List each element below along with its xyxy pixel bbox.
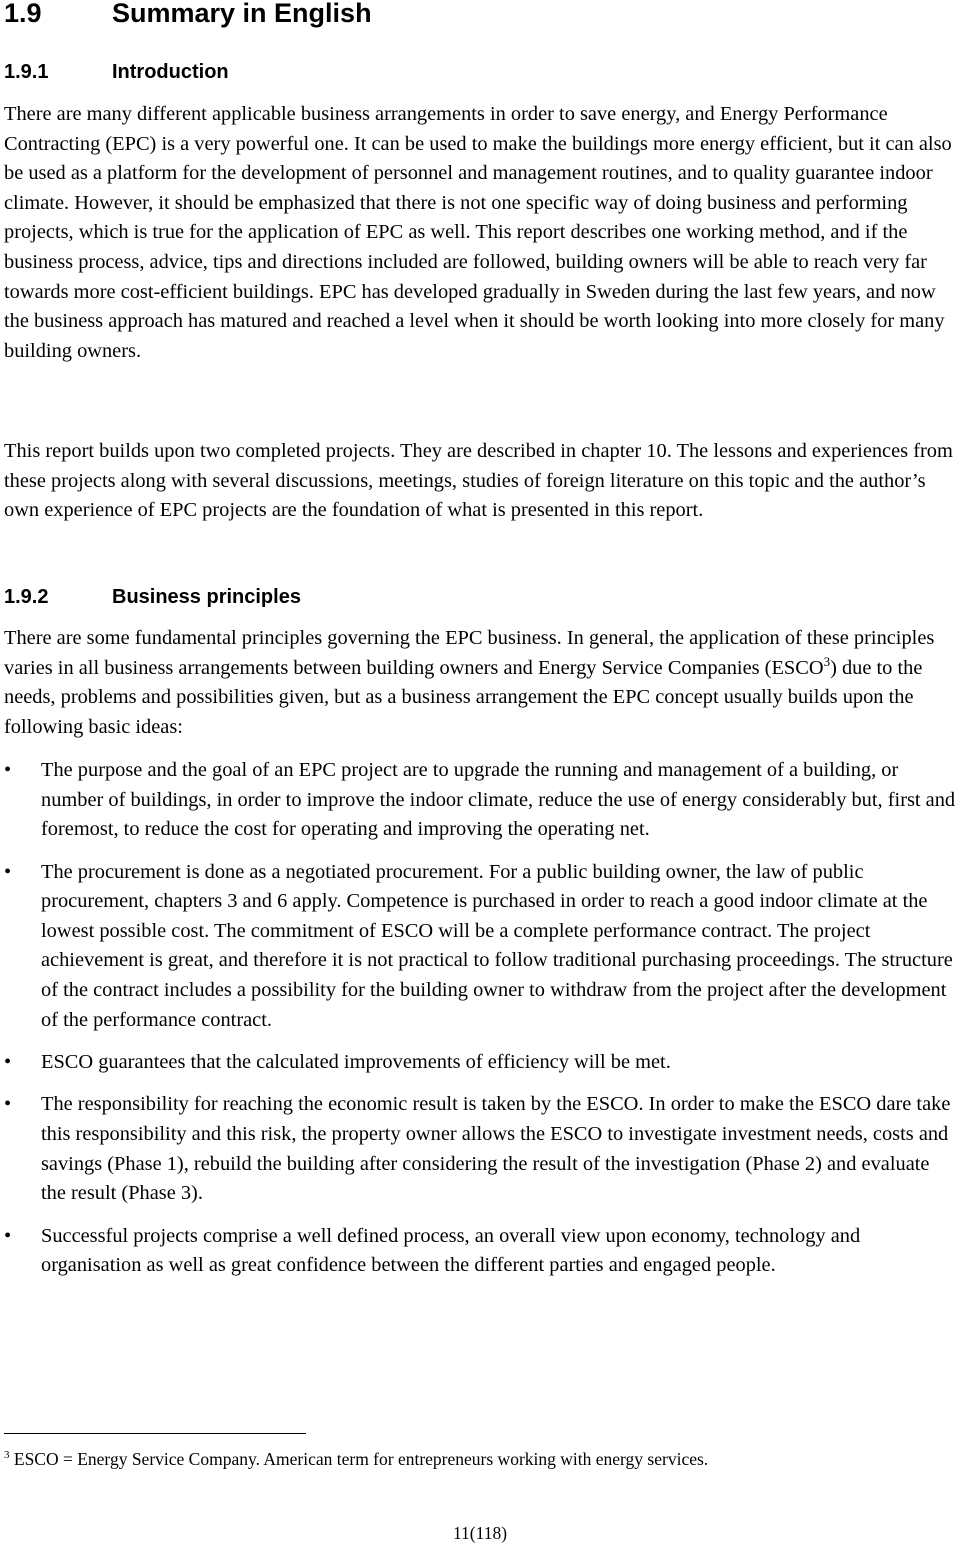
chapter-heading-title: Summary in English [112,0,372,28]
bullet-icon: • [4,1050,12,1073]
principles-intro-text: There are some fundamental principles governing the EPC business. In general, the application of these principles varies in all business arrangements between building owners and Energy Service Companies (ESCO [4,627,935,679]
page-number: 11(118) [452,1523,508,1543]
bullet-icon: • [4,1093,12,1116]
list-item-text: The procurement is done as a negotiated procurement. For a public building owner, the law of public procurement, chapters 3 and 6 apply. Competence is purchased in order to reach a good indoor climate at the lowest possible cost. The commitment of ESCO will be a complete performance contract. The project achievement is great, and therefore it is not practical to follow traditional purchasing proceedings. The structure of the contract includes a possibility for the building owner to withdraw from the project after the development of the performance contract. [41,860,953,1031]
footnote-reference[interactable]: 3 [823,653,831,669]
list-item-text: ESCO guarantees that the calculated improvements of efficiency will be met. [41,1050,671,1073]
footnote-text: ESCO = Energy Service Company. American term for entrepreneurs working with energy services. [9,1449,709,1469]
list-item [4,1048,958,1078]
list-item [4,858,958,1036]
chapter-heading-number: 1.9 [4,0,42,28]
chapter-heading [4,0,372,29]
footnote-divider [4,1433,306,1434]
principles-bullet-list [4,756,958,1293]
section-number: 1.9.2 [4,586,49,608]
list-item-text: The responsibility for reaching the economic result is taken by the ESCO. In order to make the ESCO dare take this responsibility and this risk, the property owner allows the ESCO to investigate investment needs, costs and savings (Phase 1), rebuild the building after considering the result of the investigation (Phase 2) and evaluate the result (Phase 3). [41,1093,951,1205]
section-heading-business-principles [4,585,301,609]
section-title: Introduction [112,61,229,83]
section-heading-introduction [4,60,229,84]
section-number: 1.9.1 [4,61,49,83]
principles-intro-paragraph [4,624,958,742]
intro-paragraph-1: There are many different applicable business arrangements in order to save energy, and Energy Performance Contracting (EPC) is a very powerful one. It can be used to make the buildings more energy efficient, but it can also be used as a platform for the development of personnel and management routines, and to quality guarantee indoor climate. However, it should be emphasized that there is not one specific way of doing business and performing projects, which is true for the application of EPC as well. This report describes one working method, and if the business process, advice, tips and directions included are followed, building owners will be able to reach very far towards more cost-efficient buildings. EPC has developed gradually in Sweden during the last few years, and now the business approach has matured and reached a level when it should be worth looking into more closely for many building owners. [4,103,952,362]
list-item-text: Successful projects comprise a well defined process, an overall view upon economy, technology and organisation as well as great confidence between the different parties and engaged people. [41,1224,861,1277]
footnote [4,1447,708,1471]
list-item [4,1090,958,1208]
list-item-text: The purpose and the goal of an EPC project are to upgrade the running and management of a building, or number of buildings, in order to improve the indoor climate, reduce the use of energy considerably but, first and foremost, to reduce the cost for operating and improving the operating net. [41,759,956,841]
bullet-icon: • [4,1224,12,1247]
intro-paragraph-2: This report builds upon two completed projects. They are described in chapter 10. The lessons and experiences from these projects along with several discussions, meetings, studies of foreign literature on this topic and the author’s own experience of EPC projects are the foundation of what is presented in this report. [4,440,953,522]
list-item [4,1222,958,1281]
list-item [4,756,958,845]
bullet-icon: • [4,860,12,883]
bullet-icon: • [4,759,12,781]
section-title: Business principles [112,586,301,608]
principles-intro-text-continued: ) due to the needs, problems and possibilities given, but as a business arrangement the EPC concept usually builds upon the following basic ideas: [4,656,923,738]
footnote-marker: 3 [4,1449,10,1462]
